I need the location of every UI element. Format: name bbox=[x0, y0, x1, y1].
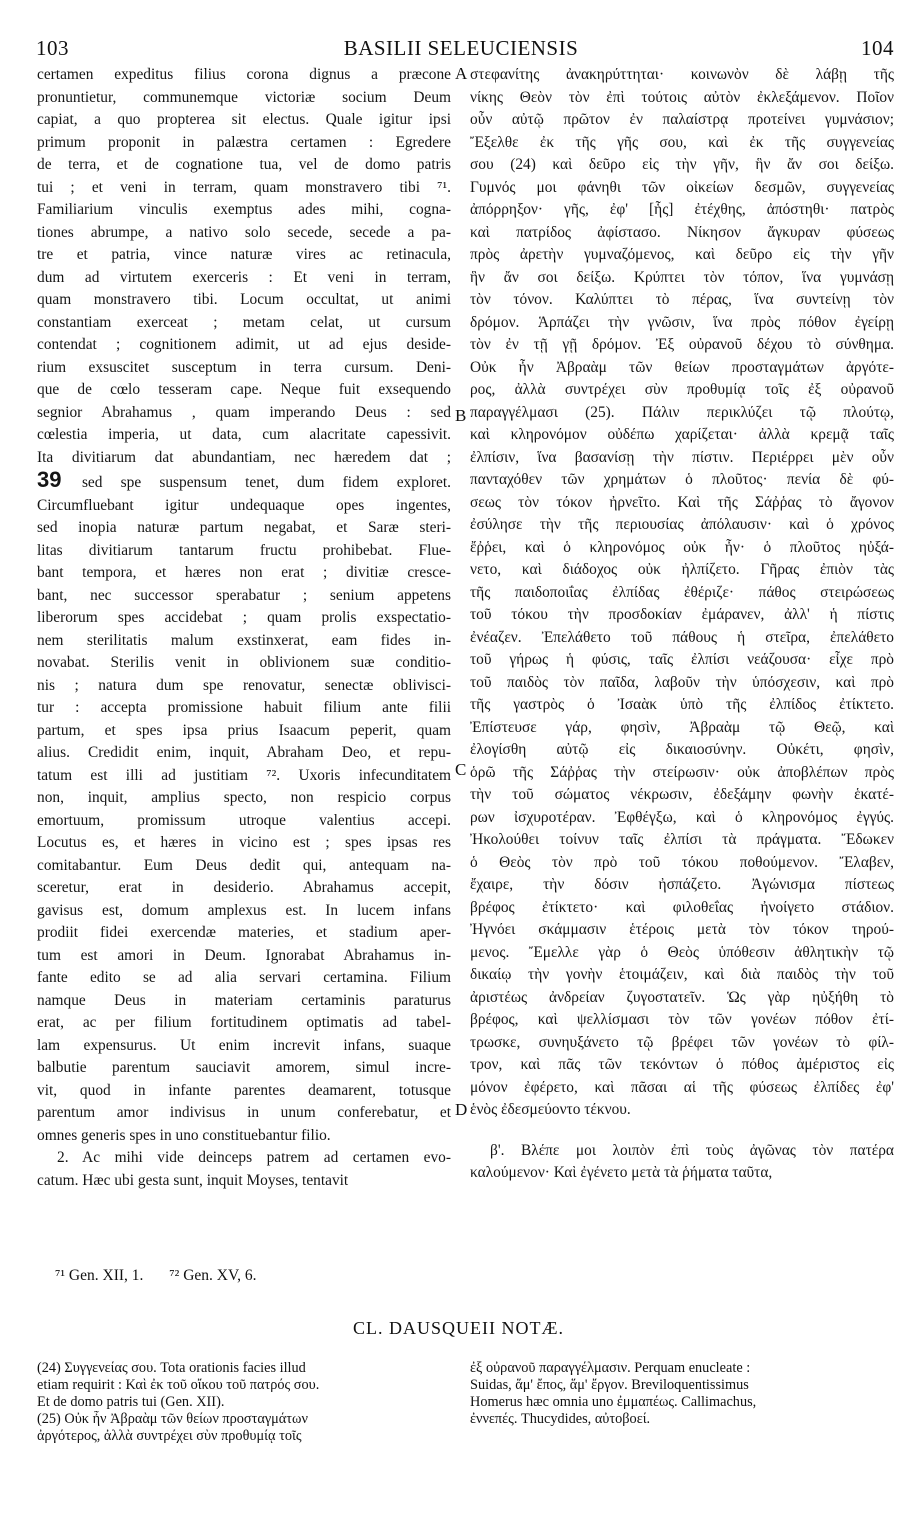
text-line: tur : accepta promissione habuit filium ante filii bbox=[37, 699, 451, 716]
text-line: primum proponit in palæstra certamen : Egredere bbox=[37, 133, 451, 151]
text-line: ρων ἰσχυροτέραν. Ἐφθέγξω, καὶ ὁ κληρονόμος ἐγγύς. bbox=[470, 808, 894, 826]
notes-left-column bbox=[37, 1360, 457, 1445]
text-line: balbutie parentum sauciavit amorem, simul incre- bbox=[37, 1059, 451, 1076]
text-line: νίκης Θεὸν τὸν ἐπὶ τούτοις αὐτὸν ἐκλεξάμενον. Ποῖον bbox=[470, 88, 894, 106]
text-line bbox=[470, 1122, 894, 1140]
text-line: δρόμον. Ἁρπάζει τὴν γνῶσιν, ἵνα πρὸς πόθον ἐγείρῃ bbox=[470, 313, 894, 331]
text-line: καὶ κληρονόμον οὐδέπω χαρίζεται· ἀλλὰ κρεμᾷ ταῖς bbox=[470, 426, 894, 443]
running-title: BASILII SELEUCIENSIS bbox=[343, 36, 579, 60]
text-line: οὖν αὐτῷ πρῶτον ἐν παλαίστρᾳ προτείνει γυμνάσιον; bbox=[470, 111, 894, 128]
text-line: μενος. Ἔμελλε γὰρ ὁ Θεὸς ὑπόθεσιν ἀθλητικὴν τῷ bbox=[470, 943, 894, 961]
note-line: Et de domo patris tui (Gen. XII). bbox=[37, 1394, 225, 1410]
text-line: Locutus es, et hæres in vicino est ; spes ipsas res bbox=[37, 834, 451, 851]
text-line: bant tempora, et hæres non erat ; divitiæ cresce- bbox=[37, 564, 451, 581]
text-line: lam expensurus. Ut enim increvit infans, suaque bbox=[37, 1036, 451, 1054]
text-line: νετο, καὶ διάδοχος οὐκ ἠλπίζετο. Γῆρας ἐπιὸν τὰς bbox=[470, 561, 894, 578]
text-line: capiat, a quo propterea sit electus. Quale igitur ipsi bbox=[37, 111, 451, 128]
text-line: alius. Credidit enim, inquit, Abraham Deo, et repu- bbox=[37, 744, 451, 761]
text-line: omnes generis spes in uno constituebantur filio. bbox=[37, 1126, 331, 1144]
text-line: παραγγέλμασι (25). Πάλιν περικλύζει τῷ πλούτῳ, bbox=[470, 403, 894, 421]
section-marker-c: C bbox=[455, 760, 467, 779]
text-line: ἀριστέως ἀνδρείαν ζυγοστατεῖν. Ὡς γὰρ ηὐξήθη τὸ bbox=[470, 988, 894, 1006]
text-line: catum. Hæc ubi gesta sunt, inquit Moyses, tentavit bbox=[37, 1171, 349, 1189]
text-line: sed inopia naturæ partum negabat, et Saræ steri- bbox=[37, 519, 451, 536]
note-line: Suidas, ἅμ' ἔπος, ἅμ' ἔργον. Breviloquentissimus bbox=[470, 1377, 749, 1393]
greek-column bbox=[470, 64, 894, 1185]
text-line: ἐλογίσθη αὐτῷ εἰς δικαιοσύνην. Οὐκέτι, φησὶν, bbox=[470, 741, 894, 758]
footnote-72: ⁷² Gen. XV, 6. bbox=[169, 1267, 257, 1284]
text-line: τοῦ τόκου τὴν προσδοκίαν ἐμάρανεν, ἀλλ' ἡ πίστις bbox=[470, 606, 894, 623]
text-line: tum est amori in Deum. Ignorabat Abrahamus in- bbox=[37, 946, 451, 964]
text-line: πανταχόθεν τῶν χρημάτων ὁ πλοῦτος· πενία δὲ φύ- bbox=[470, 471, 894, 488]
text-line: καὶ πατρίδος ἀφίστασο. Νίκησον ἄγκυραν φύσεως bbox=[470, 223, 894, 241]
text-line: ἔχαιρε, τὴν δόσιν ἠσπάζετο. Ἀγώνισμα πίστεως bbox=[470, 876, 894, 893]
text-line: tiones abrumpe, a nativo solo secede, secede a pa- bbox=[37, 223, 451, 241]
text-line: ἣν ἄν σοι δείξω. Κρύπτει τὸν τόπον, ἵνα γυμνάσῃ bbox=[470, 268, 894, 286]
text-line: emortuum, promissum utroque valentius accepi. bbox=[37, 811, 451, 829]
text-line: Οὐκ ἦν Ἀβραὰμ τῶν θείων προσταγμάτων ἀργότε- bbox=[470, 358, 894, 376]
notes-title: CL. DAUSQUEII NOTÆ. bbox=[353, 1318, 564, 1338]
text-line: pronuntietur, communemque victoriæ socium Deum bbox=[37, 88, 451, 106]
text-line: dum ad virtutem exerceris : Et veni in terram, bbox=[37, 268, 451, 286]
text-line: que de cœlo tesseram cape. Neque fuit exsequendo bbox=[37, 381, 451, 398]
text-line: cœlestia imperia, ut data, cum alacritate capessivit. bbox=[37, 426, 451, 443]
latin-column bbox=[37, 64, 451, 1192]
text-line: nis ; natura dum spe renovatur, senectæ oblivisci- bbox=[37, 676, 451, 694]
note-line: etiam requirit : Καὶ ἐκ τοῦ οἴκου τοῦ πατρός σου. bbox=[37, 1377, 320, 1393]
text-line: τρωσκε, συνηυξάνετο τῷ βρέφει τῶν γονέων τὸ φίλ- bbox=[470, 1033, 894, 1051]
text-line: Circumfluebant igitur undequaque opes ingentes, bbox=[37, 496, 451, 514]
text-line: μόνον ἐφέρετο, καὶ πᾶσαι αἱ τῆς φύσεως ἐλπίδες ἐφ' bbox=[470, 1078, 894, 1096]
text-line: Familiarium vinculis exemptus ades mihi, cogna- bbox=[37, 201, 451, 218]
text-line: 39 sed spe suspensum tenet, dum fidem exploret. bbox=[37, 469, 451, 492]
text-line: σου (24) καὶ δεῦρο εἰς τὴν γῆν, ἣν ἄν σοι δείξω. bbox=[470, 156, 894, 173]
text-line: bant, nec successor sperabatur ; senium appetens bbox=[37, 586, 451, 604]
note-line: (25) Οὐκ ἦν Ἀβραὰμ τῶν θείων προσταγμάτων bbox=[37, 1411, 308, 1427]
text-line: tui ; et veni in terram, quam monstravero tibi ⁷¹. bbox=[37, 178, 451, 196]
text-line: vit, quod in infante parentes deamarent, totusque bbox=[37, 1081, 451, 1099]
text-line: de terra, et de cognatione tua, vel de domo patris bbox=[37, 156, 451, 173]
section-marker-d: D bbox=[455, 1100, 468, 1119]
text-line: β'. Βλέπε μοι λοιπὸν ἐπὶ τοὺς ἀγῶνας τὸν πατέρα bbox=[490, 1141, 894, 1159]
text-line: βρέφος ἐτίκτετο· καὶ φιλοθεΐας ἠνοίγετο στάδιον. bbox=[470, 898, 894, 916]
text-line: litas divitiarum tantarum fructu prohibebat. Flue- bbox=[37, 541, 451, 559]
footnotes bbox=[55, 1267, 279, 1285]
text-line: ὁρῶ τῆς Σάῤῥας τὴν στείρωσιν· οὐκ ἀποβλέπων πρὸς bbox=[470, 763, 894, 781]
page-number-right: 104 bbox=[861, 36, 894, 60]
text-line: erat, ac per filium fortitudinem optimatis ad tabel- bbox=[37, 1014, 451, 1031]
text-line: sceretur, erat in desiderio. Abrahamus accepit, bbox=[37, 879, 451, 896]
text-line: tatum est illi ad justitiam ⁷². Uxoris infecunditatem bbox=[37, 766, 451, 784]
text-line: constantiam exerceat ; metam celat, ut cursum bbox=[37, 313, 451, 331]
text-line: Ἔξελθε ἐκ τῆς γῆς σου, καὶ ἐκ τῆς συγγενείας bbox=[470, 133, 894, 151]
text-line: βρέφος, καὶ ψελλίσμασι τὸν τῶν γονέων πόθον ἐτί- bbox=[470, 1011, 894, 1028]
text-line: rium exsuscitet susceptum in terra cursum. Deni- bbox=[37, 358, 451, 376]
text-line: novabat. Sterilis venit in oblivionem suæ conditio- bbox=[37, 654, 451, 671]
text-line: quam monstravero tibi. Locum occultat, ut animi bbox=[37, 291, 451, 308]
text-line: comitabantur. Eum Deus dedit qui, antequam na- bbox=[37, 856, 451, 874]
text-line: certamen expeditus filius corona dignus a præcone bbox=[37, 66, 451, 83]
text-line: τοῦ παιδὸς τὸν παῖδα, λαβοῦν τὴν ὑπόσχεσιν, καὶ πρὸ bbox=[470, 673, 894, 691]
note-line: ἐξ οὐρανοῦ παραγγέλμασιν. Perquam enucleate : bbox=[470, 1360, 751, 1376]
text-line: prodiit fidei exercendæ materies, et stadium aper- bbox=[37, 924, 451, 941]
note-line: (24) Συγγενείας σου. Tota orationis facies illud bbox=[37, 1360, 306, 1376]
text-line: non, inquit, amplius specto, non respicio corpus bbox=[37, 789, 451, 806]
text-line: ὁ Θεὸς τὸν πρὸ τοῦ τόκου ποθούμενον. Ἔλαβεν, bbox=[470, 853, 894, 871]
text-line: ἐλπίσιν, ἵνα βασανίσῃ τὴν πίστιν. Περιέρρει μὲν οὖν bbox=[470, 448, 894, 466]
text-line: ρος, ἀλλὰ συντρέχει σὺν προθυμίᾳ τοῖς ἐξ οὐρανοῦ bbox=[470, 381, 894, 398]
page-number-left: 103 bbox=[36, 36, 69, 60]
text-line: τοῦ γήρως ἡ φύσις, ταῖς ἐλπίσι νεάζουσα· εἶχε πρὸ bbox=[470, 651, 894, 668]
note-line: ἀργότερος, ἀλλὰ συντρέχει σὺν προθυμίᾳ τοῖς bbox=[37, 1428, 302, 1444]
text-line: liberorum spes accidebat ; quam prolis exspectatio- bbox=[37, 609, 451, 626]
text-line: τῆς παιδοποιΐας ἐλπίδας ἐθέριζε· πάθος στειρώσεως bbox=[470, 583, 894, 601]
text-line: namque Deus in materiam certaminis paraturus bbox=[37, 991, 451, 1009]
text-line: Ita divitiarum dat abundantiam, nec hæredem dat ; bbox=[37, 448, 451, 466]
text-line: partum, et spes ipsa prius Isaacum peperit, quam bbox=[37, 721, 451, 739]
text-line: ἑνὸς ἐδεσμεύοντο τέκνου. bbox=[470, 1101, 631, 1118]
note-line: ἐννεπές. Thucydides, αὐτοβοεί. bbox=[470, 1411, 651, 1427]
notes-right-column bbox=[470, 1360, 890, 1428]
text-line: parentum amor indivisus in unum conferebatur, et bbox=[37, 1104, 451, 1121]
page-header bbox=[28, 36, 894, 62]
footnote-71: ⁷¹ Gen. XII, 1. bbox=[55, 1267, 144, 1284]
text-line: καλούμενον· Καὶ ἐγένετο μετὰ τὰ ῥήματα ταῦτα, bbox=[470, 1164, 773, 1181]
text-line: segnior Abrahamus , quam imperando Deus : sed bbox=[37, 403, 451, 421]
text-line: Ἠγνόει σκάμμασιν ἑτέροις μετὰ τὸν τόκον τηρού- bbox=[470, 921, 894, 938]
text-line: ἐσύλησε τὴν τῆς περιουσίας ἀπόλαυσιν· καὶ ὁ χρόνος bbox=[470, 516, 894, 533]
text-line: τὸν τόνον. Καλύπτει τὸ πέρας, ἵνα συντείνῃ τὸν bbox=[470, 291, 894, 308]
text-line: Ἐπίστευσε γάρ, φησὶν, Ἀβραὰμ τῷ Θεῷ, καὶ bbox=[470, 718, 894, 736]
text-line: ἐνέαζεν. Ἐπελάθετο τοῦ πάθους ἡ στεῖρα, ἐπελάθετο bbox=[470, 628, 894, 646]
text-line: nem sterilitatis malum exstinxerat, eam fides in- bbox=[37, 631, 451, 649]
text-line: τὸν ἐν τῇ γῇ δρόμον. Ἐξ οὐρανοῦ δέχου τὸ σύνθημα. bbox=[470, 336, 894, 353]
text-line: πρὸς ἀρετὴν γυμναζόμενος, καὶ δεῦρο εἰς τὴν γῆν bbox=[470, 246, 894, 263]
note-line: Homerus hæc omnia uno ἐμμαπέως. Callimachus, bbox=[470, 1394, 757, 1410]
text-line: Ἠκολούθει τοίνυν ταῖς ἐλπίσι τὰ πράγματα. Ἔδωκεν bbox=[470, 831, 894, 848]
section-marker-b: B bbox=[455, 406, 467, 425]
column-number-39: 39 bbox=[37, 469, 82, 492]
section-marker-a: A bbox=[455, 64, 468, 83]
text-line: δικαίῳ τὴν γονὴν ἑτοιμάζειν, καὶ διὰ παιδὸς τὴν τοῦ bbox=[470, 966, 894, 983]
text-line: Γυμνός μοι φάνηθι τῶν οἰκείων δεσμῶν, συγγενείας bbox=[470, 178, 894, 196]
text-line: στεφανίτης ἀνακηρύττηται· κοινωνὸν δὲ λάβῃ τῆς bbox=[470, 66, 894, 83]
text-line: τὴν τοῦ σώματος νέκρωσιν, ἐδεξάμην φωνὴν ἑκατέ- bbox=[470, 786, 894, 803]
text-line: gavisus est, domum amplexus est. In lucem infans bbox=[37, 901, 451, 919]
text-line: ἀπόρρηξον· γῆς, ἐφ' [ἧς] ἐτέχθης, ἀπόστηθι· πατρὸς bbox=[470, 201, 894, 218]
text-line: τῆς γαστρὸς ὁ Ἰσαὰκ ὑπὸ τῆς ἐλπίδος ἐτίκτετο. bbox=[470, 696, 894, 713]
text-line: tre et patria, vince naturæ vires ac retinacula, bbox=[37, 246, 451, 263]
text-line: contendat ; cognitionem adimit, ut ad ejus deside- bbox=[37, 336, 451, 353]
text-line: σεως τὸν τόκον ἠρνεῖτο. Καὶ τῆς Σάῤῥας τὸ ἄγονον bbox=[470, 493, 894, 511]
text-line: 2. Ac mihi vide deinceps patrem ad certamen evo- bbox=[57, 1149, 451, 1166]
text-line: ἔῤῥει, καὶ ὁ κληρονόμος οὐκ ἦν· ὁ πλοῦτος ηὐξά- bbox=[470, 538, 894, 556]
text-line: τρον, καὶ πᾶς τῶν τεκόντων ὁ πόθος ἀμέριστος εἰς bbox=[470, 1056, 894, 1073]
text-line: fante edito se ad alia servari certamina. Filium bbox=[37, 969, 451, 986]
